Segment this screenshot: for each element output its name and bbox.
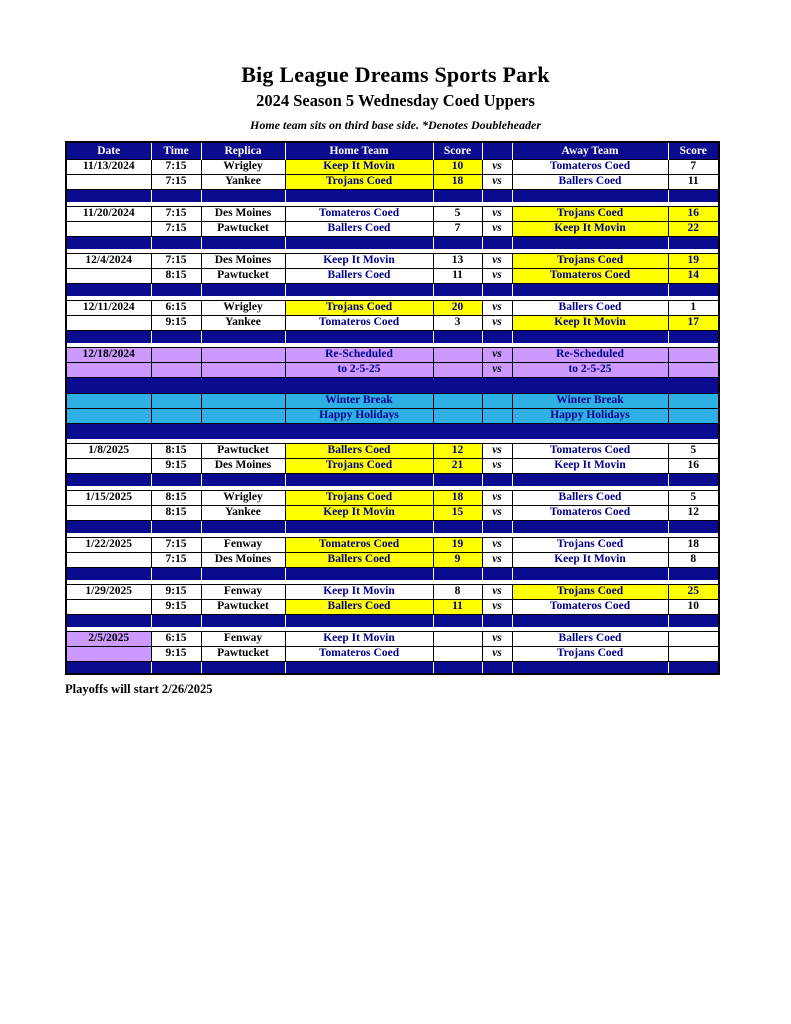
column-header-home-score: Score bbox=[433, 142, 482, 159]
separator-cell bbox=[512, 189, 668, 202]
time-cell: 7:15 bbox=[151, 537, 201, 552]
replica-cell: Pawtucket bbox=[201, 443, 285, 458]
home-team-cell: Keep It Movin bbox=[285, 631, 433, 646]
replica-cell: Wrigley bbox=[201, 159, 285, 174]
separator-row bbox=[66, 283, 719, 296]
separator-cell bbox=[201, 520, 285, 533]
game-row bbox=[66, 443, 719, 458]
separator-row bbox=[66, 661, 719, 674]
time-cell: 9:15 bbox=[151, 315, 201, 330]
home-score-cell: 15 bbox=[433, 505, 482, 520]
separator-cell bbox=[151, 520, 201, 533]
game-row bbox=[66, 599, 719, 614]
date-cell: 12/4/2024 bbox=[66, 253, 151, 268]
game-row bbox=[66, 221, 719, 236]
separator-cell bbox=[668, 236, 719, 249]
separator-cell bbox=[66, 283, 151, 296]
home-score-cell bbox=[433, 393, 482, 408]
away-score-cell: 1 bbox=[668, 300, 719, 315]
separator-cell bbox=[285, 189, 433, 202]
separator-row bbox=[66, 614, 719, 627]
home-team-note: Home team sits on third base side. *Denotes Doubleheader bbox=[250, 118, 541, 132]
separator-row bbox=[66, 520, 719, 533]
home-team-cell: Keep It Movin bbox=[285, 159, 433, 174]
time-cell: 7:15 bbox=[151, 253, 201, 268]
away-team-cell: Trojans Coed bbox=[512, 646, 668, 661]
vs-cell: vs bbox=[482, 159, 512, 174]
separator-cell bbox=[151, 614, 201, 627]
away-score-cell: 5 bbox=[668, 443, 719, 458]
time-cell: 8:15 bbox=[151, 505, 201, 520]
home-team-cell: Ballers Coed bbox=[285, 599, 433, 614]
separator-cell bbox=[512, 567, 668, 580]
game-row bbox=[66, 631, 719, 646]
replica-cell bbox=[201, 393, 285, 408]
replica-cell: Wrigley bbox=[201, 490, 285, 505]
date-cell: 1/15/2025 bbox=[66, 490, 151, 505]
replica-cell: Yankee bbox=[201, 315, 285, 330]
replica-cell: Des Moines bbox=[201, 458, 285, 473]
home-team-cell: Ballers Coed bbox=[285, 443, 433, 458]
home-score-cell bbox=[433, 408, 482, 423]
date-cell: 12/11/2024 bbox=[66, 300, 151, 315]
column-header-replica: Replica bbox=[201, 142, 285, 159]
home-team-cell: Ballers Coed bbox=[285, 268, 433, 283]
separator-cell bbox=[433, 330, 482, 343]
home-team-cell: Ballers Coed bbox=[285, 221, 433, 236]
date-cell bbox=[66, 408, 151, 423]
separator-cell bbox=[66, 567, 151, 580]
separator-cell bbox=[201, 236, 285, 249]
separator-cell bbox=[668, 614, 719, 627]
away-team-cell: Ballers Coed bbox=[512, 300, 668, 315]
away-score-cell bbox=[668, 362, 719, 377]
separator-cell bbox=[482, 567, 512, 580]
replica-cell: Des Moines bbox=[201, 552, 285, 567]
replica-cell bbox=[201, 347, 285, 362]
home-team-cell: Tomateros Coed bbox=[285, 206, 433, 221]
column-header-date: Date bbox=[66, 142, 151, 159]
separator-cell bbox=[668, 520, 719, 533]
away-team-cell: Winter Break bbox=[512, 393, 668, 408]
separator-cell bbox=[201, 330, 285, 343]
separator-cell bbox=[285, 473, 433, 486]
separator-cell bbox=[482, 330, 512, 343]
separator-cell bbox=[201, 283, 285, 296]
separator-row bbox=[66, 567, 719, 580]
page-title: Big League Dreams Sports Park bbox=[241, 62, 550, 87]
away-score-cell: 18 bbox=[668, 537, 719, 552]
home-score-cell bbox=[433, 646, 482, 661]
separator-cell bbox=[482, 236, 512, 249]
game-row bbox=[66, 300, 719, 315]
date-cell: 12/18/2024 bbox=[66, 347, 151, 362]
home-score-cell: 13 bbox=[433, 253, 482, 268]
special-row bbox=[66, 393, 719, 408]
away-team-cell: Trojans Coed bbox=[512, 584, 668, 599]
home-team-cell: to 2-5-25 bbox=[285, 362, 433, 377]
separator-cell bbox=[285, 330, 433, 343]
special-row bbox=[66, 408, 719, 423]
date-cell: 11/13/2024 bbox=[66, 159, 151, 174]
date-cell bbox=[66, 393, 151, 408]
home-score-cell bbox=[433, 631, 482, 646]
time-cell bbox=[151, 408, 201, 423]
replica-cell: Fenway bbox=[201, 537, 285, 552]
date-cell bbox=[66, 268, 151, 283]
separator-cell bbox=[482, 614, 512, 627]
header-row bbox=[66, 142, 719, 159]
away-score-cell: 22 bbox=[668, 221, 719, 236]
replica-cell: Pawtucket bbox=[201, 221, 285, 236]
separator-cell bbox=[285, 661, 433, 674]
away-score-cell: 11 bbox=[668, 174, 719, 189]
separator-row bbox=[66, 330, 719, 343]
away-team-cell: Ballers Coed bbox=[512, 490, 668, 505]
date-cell: 2/5/2025 bbox=[66, 631, 151, 646]
separator-cell bbox=[201, 661, 285, 674]
separator-cell bbox=[512, 473, 668, 486]
home-team-cell: Trojans Coed bbox=[285, 490, 433, 505]
column-header-time: Time bbox=[151, 142, 201, 159]
home-score-cell: 12 bbox=[433, 443, 482, 458]
separator-cell bbox=[512, 236, 668, 249]
separator-cell bbox=[66, 423, 719, 439]
separator-cell bbox=[512, 283, 668, 296]
special-row bbox=[66, 347, 719, 362]
home-team-cell: Keep It Movin bbox=[285, 253, 433, 268]
home-team-cell: Tomateros Coed bbox=[285, 646, 433, 661]
vs-cell: vs bbox=[482, 174, 512, 189]
separator-cell bbox=[512, 330, 668, 343]
separator-cell bbox=[668, 189, 719, 202]
home-team-cell: Trojans Coed bbox=[285, 300, 433, 315]
time-cell: 9:15 bbox=[151, 458, 201, 473]
away-score-cell bbox=[668, 631, 719, 646]
away-score-cell: 8 bbox=[668, 552, 719, 567]
away-team-cell: Keep It Movin bbox=[512, 552, 668, 567]
separator-cell bbox=[433, 614, 482, 627]
separator-cell bbox=[668, 283, 719, 296]
home-team-cell: Happy Holidays bbox=[285, 408, 433, 423]
separator-cell bbox=[482, 520, 512, 533]
vs-cell: vs bbox=[482, 206, 512, 221]
separator-cell bbox=[433, 567, 482, 580]
vs-cell bbox=[482, 393, 512, 408]
separator-cell bbox=[433, 236, 482, 249]
away-score-cell: 17 bbox=[668, 315, 719, 330]
vs-cell: vs bbox=[482, 315, 512, 330]
column-header-vs bbox=[482, 142, 512, 159]
vs-cell: vs bbox=[482, 552, 512, 567]
game-row bbox=[66, 552, 719, 567]
separator-cell bbox=[285, 283, 433, 296]
away-score-cell bbox=[668, 393, 719, 408]
time-cell: 9:15 bbox=[151, 584, 201, 599]
away-team-cell: Keep It Movin bbox=[512, 221, 668, 236]
separator-cell bbox=[433, 661, 482, 674]
separator-cell bbox=[668, 567, 719, 580]
replica-cell: Fenway bbox=[201, 631, 285, 646]
vs-cell: vs bbox=[482, 221, 512, 236]
date-cell: 1/29/2025 bbox=[66, 584, 151, 599]
separator-cell bbox=[285, 236, 433, 249]
home-score-cell: 18 bbox=[433, 174, 482, 189]
date-cell: 11/20/2024 bbox=[66, 206, 151, 221]
game-row bbox=[66, 174, 719, 189]
separator-cell bbox=[151, 189, 201, 202]
vs-cell: vs bbox=[482, 443, 512, 458]
date-cell bbox=[66, 362, 151, 377]
game-row bbox=[66, 505, 719, 520]
away-team-cell: Tomateros Coed bbox=[512, 443, 668, 458]
home-score-cell bbox=[433, 347, 482, 362]
away-team-cell: Re-Scheduled bbox=[512, 347, 668, 362]
game-row bbox=[66, 458, 719, 473]
home-score-cell: 5 bbox=[433, 206, 482, 221]
time-cell: 7:15 bbox=[151, 221, 201, 236]
date-cell bbox=[66, 599, 151, 614]
home-score-cell: 11 bbox=[433, 599, 482, 614]
time-cell: 8:15 bbox=[151, 268, 201, 283]
home-team-cell: Trojans Coed bbox=[285, 458, 433, 473]
home-score-cell: 11 bbox=[433, 268, 482, 283]
special-row bbox=[66, 362, 719, 377]
vs-cell: vs bbox=[482, 253, 512, 268]
separator-cell bbox=[201, 473, 285, 486]
separator-cell bbox=[668, 473, 719, 486]
separator-cell bbox=[66, 661, 151, 674]
away-score-cell bbox=[668, 408, 719, 423]
separator-cell bbox=[201, 614, 285, 627]
replica-cell bbox=[201, 408, 285, 423]
separator-cell bbox=[285, 567, 433, 580]
separator-cell bbox=[512, 614, 668, 627]
home-team-cell: Tomateros Coed bbox=[285, 537, 433, 552]
game-row bbox=[66, 584, 719, 599]
replica-cell: Yankee bbox=[201, 174, 285, 189]
time-cell: 9:15 bbox=[151, 646, 201, 661]
home-score-cell: 18 bbox=[433, 490, 482, 505]
separator-cell bbox=[285, 614, 433, 627]
separator-cell bbox=[482, 189, 512, 202]
playoffs-note: Playoffs will start 2/26/2025 bbox=[65, 682, 213, 696]
away-team-cell: Trojans Coed bbox=[512, 206, 668, 221]
home-team-cell: Tomateros Coed bbox=[285, 315, 433, 330]
time-cell: 8:15 bbox=[151, 443, 201, 458]
separator-cell bbox=[151, 283, 201, 296]
game-row bbox=[66, 206, 719, 221]
separator-cell bbox=[668, 661, 719, 674]
date-cell bbox=[66, 174, 151, 189]
separator-cell bbox=[66, 377, 719, 393]
separator-cell bbox=[66, 236, 151, 249]
date-cell: 1/8/2025 bbox=[66, 443, 151, 458]
vs-cell: vs bbox=[482, 631, 512, 646]
date-cell: 1/22/2025 bbox=[66, 537, 151, 552]
time-cell: 9:15 bbox=[151, 599, 201, 614]
away-score-cell: 10 bbox=[668, 599, 719, 614]
vs-cell: vs bbox=[482, 362, 512, 377]
separator-cell bbox=[66, 330, 151, 343]
away-team-cell: Tomateros Coed bbox=[512, 599, 668, 614]
separator-cell bbox=[433, 473, 482, 486]
separator-cell bbox=[433, 189, 482, 202]
separator-cell bbox=[201, 567, 285, 580]
game-row bbox=[66, 253, 719, 268]
separator-cell bbox=[512, 520, 668, 533]
away-score-cell: 12 bbox=[668, 505, 719, 520]
date-cell bbox=[66, 646, 151, 661]
time-cell: 6:15 bbox=[151, 631, 201, 646]
separator-cell bbox=[668, 330, 719, 343]
vs-cell: vs bbox=[482, 458, 512, 473]
home-score-cell: 7 bbox=[433, 221, 482, 236]
time-cell bbox=[151, 393, 201, 408]
page-subtitle: 2024 Season 5 Wednesday Coed Uppers bbox=[256, 91, 535, 110]
separator-row bbox=[66, 423, 719, 439]
home-score-cell: 21 bbox=[433, 458, 482, 473]
separator-cell bbox=[66, 189, 151, 202]
vs-cell: vs bbox=[482, 268, 512, 283]
separator-cell bbox=[433, 283, 482, 296]
date-cell bbox=[66, 458, 151, 473]
vs-cell bbox=[482, 408, 512, 423]
game-row bbox=[66, 646, 719, 661]
replica-cell: Wrigley bbox=[201, 300, 285, 315]
away-team-cell: to 2-5-25 bbox=[512, 362, 668, 377]
home-score-cell: 9 bbox=[433, 552, 482, 567]
away-team-cell: Tomateros Coed bbox=[512, 268, 668, 283]
away-score-cell bbox=[668, 646, 719, 661]
separator-cell bbox=[482, 283, 512, 296]
column-header-away-team: Away Team bbox=[512, 142, 668, 159]
home-team-cell: Trojans Coed bbox=[285, 174, 433, 189]
away-score-cell: 5 bbox=[668, 490, 719, 505]
game-row bbox=[66, 537, 719, 552]
vs-cell: vs bbox=[482, 490, 512, 505]
time-cell: 6:15 bbox=[151, 300, 201, 315]
separator-cell bbox=[433, 520, 482, 533]
vs-cell: vs bbox=[482, 505, 512, 520]
separator-row bbox=[66, 377, 719, 393]
away-team-cell: Keep It Movin bbox=[512, 458, 668, 473]
separator-row bbox=[66, 236, 719, 249]
away-team-cell: Keep It Movin bbox=[512, 315, 668, 330]
game-row bbox=[66, 159, 719, 174]
separator-row bbox=[66, 473, 719, 486]
date-cell bbox=[66, 552, 151, 567]
away-score-cell: 16 bbox=[668, 458, 719, 473]
away-team-cell: Tomateros Coed bbox=[512, 505, 668, 520]
game-row bbox=[66, 315, 719, 330]
home-score-cell bbox=[433, 362, 482, 377]
away-team-cell: Happy Holidays bbox=[512, 408, 668, 423]
separator-row bbox=[66, 189, 719, 202]
away-score-cell: 14 bbox=[668, 268, 719, 283]
home-team-cell: Keep It Movin bbox=[285, 505, 433, 520]
away-team-cell: Tomateros Coed bbox=[512, 159, 668, 174]
away-score-cell: 19 bbox=[668, 253, 719, 268]
away-team-cell: Ballers Coed bbox=[512, 631, 668, 646]
separator-cell bbox=[201, 189, 285, 202]
schedule-table bbox=[65, 141, 720, 675]
game-row bbox=[66, 490, 719, 505]
vs-cell: vs bbox=[482, 300, 512, 315]
home-team-cell: Re-Scheduled bbox=[285, 347, 433, 362]
separator-cell bbox=[66, 614, 151, 627]
away-score-cell: 25 bbox=[668, 584, 719, 599]
home-team-cell: Winter Break bbox=[285, 393, 433, 408]
vs-cell: vs bbox=[482, 537, 512, 552]
date-cell bbox=[66, 221, 151, 236]
separator-cell bbox=[151, 236, 201, 249]
replica-cell bbox=[201, 362, 285, 377]
separator-cell bbox=[151, 473, 201, 486]
separator-cell bbox=[151, 661, 201, 674]
replica-cell: Pawtucket bbox=[201, 646, 285, 661]
separator-cell bbox=[66, 473, 151, 486]
replica-cell: Pawtucket bbox=[201, 268, 285, 283]
time-cell: 7:15 bbox=[151, 159, 201, 174]
time-cell: 8:15 bbox=[151, 490, 201, 505]
home-team-cell: Keep It Movin bbox=[285, 584, 433, 599]
date-cell bbox=[66, 315, 151, 330]
vs-cell: vs bbox=[482, 599, 512, 614]
home-team-cell: Ballers Coed bbox=[285, 552, 433, 567]
time-cell: 7:15 bbox=[151, 206, 201, 221]
vs-cell: vs bbox=[482, 347, 512, 362]
replica-cell: Des Moines bbox=[201, 206, 285, 221]
replica-cell: Yankee bbox=[201, 505, 285, 520]
away-score-cell: 7 bbox=[668, 159, 719, 174]
home-score-cell: 19 bbox=[433, 537, 482, 552]
vs-cell: vs bbox=[482, 584, 512, 599]
column-header-away-score: Score bbox=[668, 142, 719, 159]
replica-cell: Pawtucket bbox=[201, 599, 285, 614]
away-team-cell: Trojans Coed bbox=[512, 253, 668, 268]
home-score-cell: 3 bbox=[433, 315, 482, 330]
away-team-cell: Ballers Coed bbox=[512, 174, 668, 189]
separator-cell bbox=[482, 473, 512, 486]
time-cell: 7:15 bbox=[151, 174, 201, 189]
separator-cell bbox=[151, 330, 201, 343]
separator-cell bbox=[66, 520, 151, 533]
separator-cell bbox=[151, 567, 201, 580]
home-score-cell: 8 bbox=[433, 584, 482, 599]
replica-cell: Des Moines bbox=[201, 253, 285, 268]
replica-cell: Fenway bbox=[201, 584, 285, 599]
separator-cell bbox=[285, 520, 433, 533]
home-score-cell: 20 bbox=[433, 300, 482, 315]
date-cell bbox=[66, 505, 151, 520]
game-row bbox=[66, 268, 719, 283]
away-score-cell: 16 bbox=[668, 206, 719, 221]
separator-cell bbox=[512, 661, 668, 674]
column-header-home-team: Home Team bbox=[285, 142, 433, 159]
away-team-cell: Trojans Coed bbox=[512, 537, 668, 552]
time-cell: 7:15 bbox=[151, 552, 201, 567]
time-cell bbox=[151, 347, 201, 362]
away-score-cell bbox=[668, 347, 719, 362]
vs-cell: vs bbox=[482, 646, 512, 661]
separator-cell bbox=[482, 661, 512, 674]
time-cell bbox=[151, 362, 201, 377]
home-score-cell: 10 bbox=[433, 159, 482, 174]
